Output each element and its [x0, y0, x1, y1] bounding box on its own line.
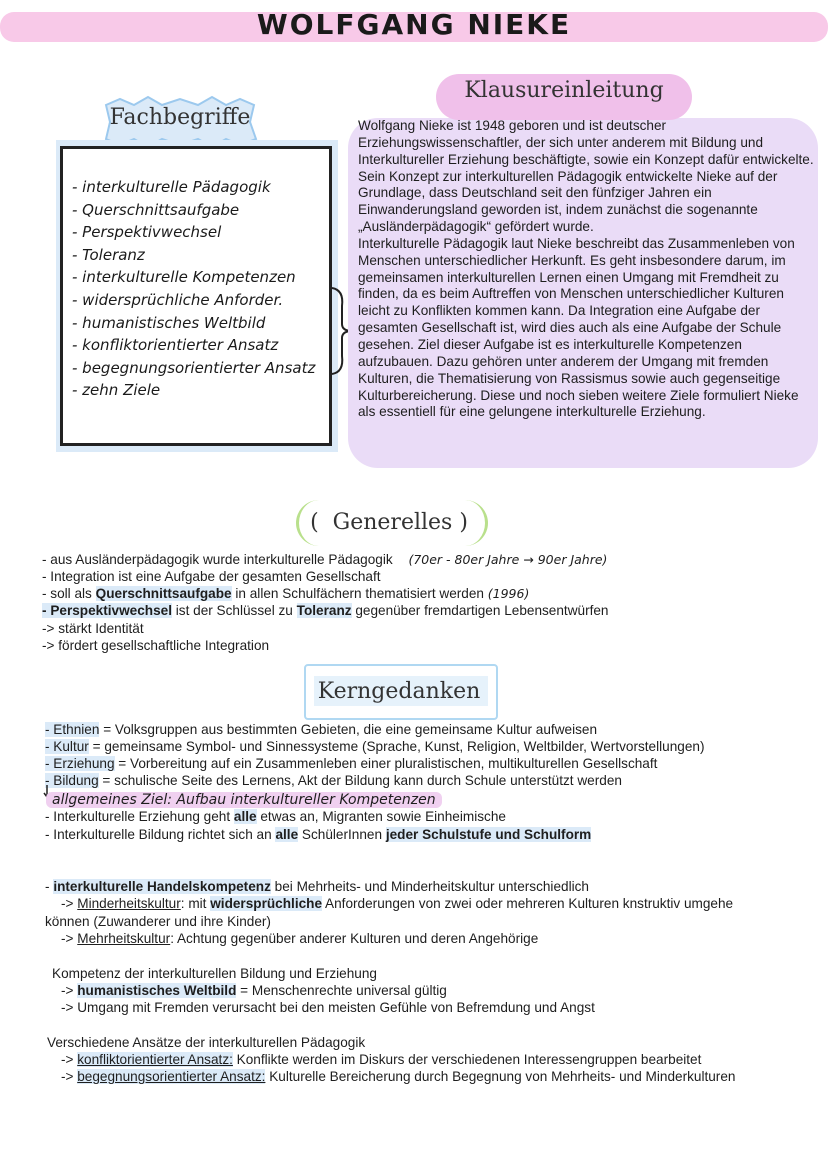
generelles-line: [42, 602, 609, 619]
keyword: begegnungsorientierter Ansatz:: [77, 1069, 266, 1084]
text: - Interkulturelle Bildung richtet sich an: [45, 827, 276, 842]
kern-line: [45, 721, 597, 738]
text: Kulturelle Bereicherung durch Begegnung von Mehrheits- und Minderkulturen: [265, 1069, 736, 1084]
text: = Menschenrechte universal gültig: [236, 983, 447, 998]
text: gegenüber fremdartigen Lebensentwürfen: [351, 603, 609, 618]
keyword: Querschnittsaufgabe: [95, 586, 232, 601]
text: -: [42, 603, 51, 618]
generelles-line: - Integration ist eine Aufgabe der gesamten Gesellschaft: [42, 569, 381, 584]
text: Konflikte werden im Diskurs der verschiedenen Interessengruppen bearbeitet: [232, 1052, 702, 1067]
keyword: widersprüchliche: [210, 896, 323, 911]
kern-line: [45, 826, 591, 843]
kern-line: [45, 772, 622, 789]
text: - Interkulturelle Erziehung geht: [45, 809, 234, 824]
keyword: Mehrheitskultur: [77, 931, 171, 946]
text: in allen Schulfächern thematisiert werden: [231, 586, 484, 601]
keyword: - Erziehung: [45, 756, 115, 771]
keyword: konfliktorientierter Ansatz:: [77, 1052, 233, 1067]
text: -: [45, 879, 54, 894]
list-item: - Toleranz: [72, 245, 145, 264]
ansaetze-line: [45, 1051, 701, 1068]
keyword: - Bildung: [45, 773, 99, 788]
text: ist der Schlüssel zu: [171, 603, 297, 618]
handel-line: [45, 878, 589, 895]
kompetenz-line: [45, 982, 447, 999]
kern-line: [45, 808, 506, 825]
text: = gemeinsame Symbol- und Sinnessysteme (Sprache, Kunst, Religion, Weltbilder, Wertvorstellungen): [88, 739, 705, 754]
kern-line: [45, 755, 657, 772]
list-item: - Querschnittsaufgabe: [72, 200, 240, 219]
keyword: Toleranz: [296, 603, 352, 618]
generelles-line: [42, 585, 529, 602]
klausur-heading: Klausureinleitung: [464, 78, 664, 103]
list-item: - zehn Ziele: [72, 381, 161, 400]
text: = Vorbereitung auf ein Zusammenleben einer pluralistischen, multikulturellen Gesellschaft: [114, 756, 658, 771]
text: - soll als: [42, 586, 96, 601]
text: ->: [61, 931, 78, 946]
kern-line: [45, 738, 705, 755]
handel-line: [45, 930, 538, 947]
text: bei Mehrheits- und Minderheitskultur unterschiedlich: [270, 879, 589, 894]
text: ->: [61, 1069, 78, 1084]
list-item: - konfliktorientierter Ansatz: [72, 336, 279, 355]
ansaetze-line: [45, 1068, 735, 1085]
ansaetze-line: Verschiedene Ansätze der interkulturellen Pädagogik: [47, 1035, 366, 1050]
keyword: jeder Schulstufe und Schulform: [385, 827, 592, 842]
text: -> Umgang mit Fremden verursacht bei den meisten Gefühle von Befremdung und Angst: [61, 1000, 595, 1015]
list-item: - Perspektivwechsel: [72, 223, 222, 242]
text: etwas an, Migranten sowie Einheimische: [256, 809, 506, 824]
list-item: - interkulturelle Kompetenzen: [72, 268, 296, 287]
handel-line: können (Zuwanderer und ihre Kinder): [45, 914, 271, 929]
fachbegriffe-list: [72, 176, 315, 402]
klausur-paragraph: Interkulturelle Pädagogik laut Nieke beschreibt das Zusammenleben von Menschen unterschiedlicher Herkunft. Es geht insbesondere darum, im gemeinsamen interkulturellen Lernen einen Umgang mit Fremdheit zu finden, da es beim Auftreffen von Menschen unterschiedlicher Kulturen leicht zu Konflikten kommen kann. Da Integration eine Aufgabe der gesamten Gesellschaft ist, wird dies auch als eine Aufgabe der Schule gesehen. Ziel dieser Aufgabe ist es interkulturelle Kompetenzen aufzubauen. Dazu gehören unter anderem der Umgang mit fremden Kulturen, die Thematisierung von Rassismus sowie auch gegenseitige Kulturbereicherung. Diese und noch sieben weitere Ziele formuliert Nieke als essentiell für eine gelungene interkulturelle Erziehung.: [358, 235, 799, 420]
keyword: Perspektivwechsel: [50, 603, 172, 618]
text: - aus Ausländerpädagogik wurde interkulturelle Pädagogik: [42, 552, 393, 567]
text: : mit: [180, 896, 211, 911]
keyword: alle: [233, 809, 257, 824]
list-item: - begegnungsorientierter Ansatz: [72, 358, 316, 377]
keyword: - Ethnien: [45, 722, 100, 737]
list-item: - interkulturelle Pädagogik: [72, 178, 271, 196]
text: : Achtung gegenüber anderer Kulturen und deren Angehörige: [170, 931, 539, 946]
handwritten-note: (1996): [487, 586, 530, 601]
fachbegriffe-heading: Fachbegriffe: [109, 105, 251, 130]
kompetenz-line: Kompetenz der interkulturellen Bildung und Erziehung: [52, 966, 377, 981]
klausur-paragraph: Sein Konzept zur interkulturellen Pädagogik entwickelte Nieke auf der Grundlage, dass Deutschland seit den fünfziger Jahren ein Einwanderungsland geworden ist, indem zunächst die sogenannte „Ausländerpädagogik“ gefördert wurde.: [358, 168, 778, 235]
text: = Volksgruppen aus bestimmten Gebieten, die eine gemeinsame Kultur aufweisen: [99, 722, 598, 737]
handwritten-note: (70er - 80er Jahre → 90er Jahre): [408, 552, 608, 567]
text: ->: [61, 1052, 78, 1067]
keyword: - Kultur: [45, 739, 89, 754]
handwritten-goal: allgemeines Ziel: Aufbau interkultureller Kompetenzen: [46, 792, 442, 808]
page-title: WOLFGANG NIEKE: [256, 8, 572, 41]
keyword: interkulturelle Handelskompetenz: [53, 879, 271, 894]
generelles-line: [42, 551, 607, 568]
text: ->: [61, 896, 78, 911]
klausur-paragraph: Wolfgang Nieke ist 1948 geboren und ist deutscher Erziehungswissenschaftler, der sich unter anderem mit Bildung und Interkultureller Erziehung beschäftigte, sowie ein Konzept dafür entwickelte.: [358, 118, 814, 167]
keyword: alle: [275, 827, 299, 842]
kompetenz-line: [45, 999, 595, 1016]
kern-heading: Kerngedanken: [317, 679, 481, 704]
text: ->: [61, 983, 78, 998]
list-item: - widersprüchliche Anforder.: [72, 290, 284, 309]
list-item: - humanistisches Weltbild: [72, 313, 266, 332]
klausur-text: [358, 118, 816, 421]
generelles-heading-text: Generelles: [332, 510, 453, 535]
text: SchülerInnen: [298, 827, 386, 842]
text: Anforderungen von zwei oder mehreren Kulturen knstruktiv umgehe: [322, 896, 734, 911]
generelles-heading: ( Generelles ): [310, 510, 468, 535]
generelles-line: -> stärkt Identität: [42, 621, 144, 636]
keyword: Minderheitskultur: [77, 896, 181, 911]
text: = schulische Seite des Lernens, Akt der Bildung kann durch Schule unterstützt werden: [98, 773, 622, 788]
generelles-line: -> fördert gesellschaftliche Integration: [42, 638, 270, 653]
handel-line: [45, 895, 733, 912]
keyword: humanistisches Weltbild: [77, 983, 237, 998]
